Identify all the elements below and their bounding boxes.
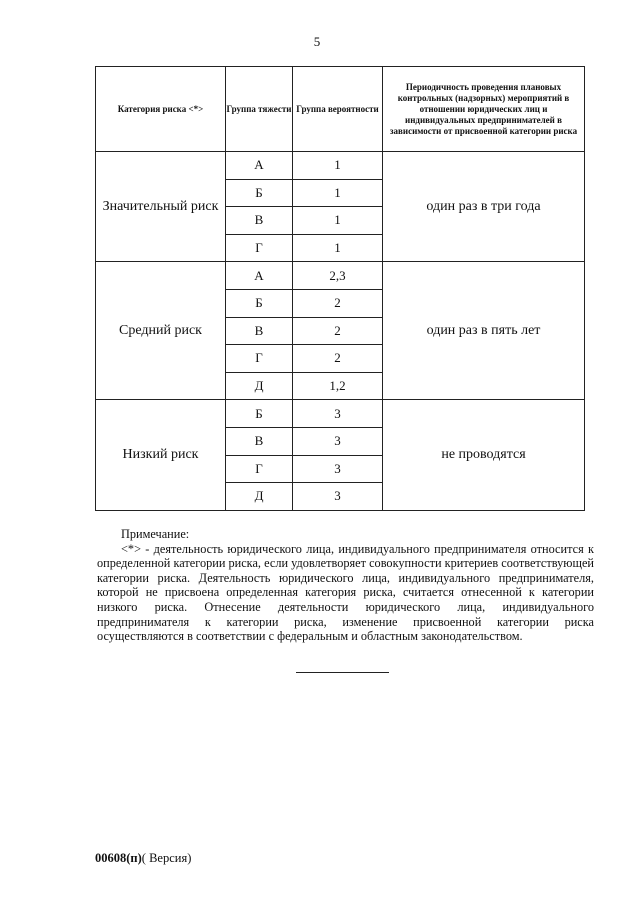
risk-category-cell: Средний риск [96,262,226,400]
probability-group-cell: 3 [293,455,383,483]
probability-group-cell: 1,2 [293,372,383,400]
probability-group-cell: 2 [293,317,383,345]
probability-group-cell: 1 [293,234,383,262]
severity-group-cell: А [226,262,293,290]
footer-version: ( Версия) [141,851,192,865]
severity-group-cell: Д [226,483,293,511]
severity-group-cell: Г [226,455,293,483]
severity-group-cell: Д [226,372,293,400]
severity-group-cell: В [226,207,293,235]
probability-group-cell: 3 [293,427,383,455]
probability-group-cell: 2 [293,289,383,317]
severity-group-cell: В [226,317,293,345]
probability-group-cell: 1 [293,179,383,207]
header-severity: Группа тяжести [226,67,293,152]
header-periodicity: Периодичность проведения плановых контрольных (надзорных) мероприятий в отношении юридических лиц и индивидуальных предпринимателей в зависимости от присвоенной категории риска [383,67,585,152]
footer-code: 00608(п) [95,851,142,865]
risk-category-table [95,66,585,511]
page-number: 5 [313,34,321,49]
severity-group-cell: А [226,152,293,180]
table-row [96,400,585,428]
severity-group-cell: Б [226,289,293,317]
table-header-row [96,67,585,152]
severity-group-cell: Б [226,179,293,207]
probability-group-cell: 1 [293,152,383,180]
note-block [97,527,594,644]
table-row [96,152,585,180]
header-probability: Группа вероятности [293,67,383,152]
probability-group-cell: 3 [293,483,383,511]
severity-group-cell: Г [226,234,293,262]
severity-group-cell: Б [226,400,293,428]
table-body [96,152,585,511]
severity-group-cell: В [226,427,293,455]
periodicity-cell: не проводятся [383,400,585,510]
periodicity-cell: один раз в пять лет [383,262,585,400]
severity-group-cell: Г [226,345,293,373]
header-category: Категория риска <*> [96,67,226,152]
probability-group-cell: 1 [293,207,383,235]
risk-category-cell: Низкий риск [96,400,226,510]
probability-group-cell: 2 [293,345,383,373]
probability-group-cell: 2,3 [293,262,383,290]
risk-category-cell: Значительный риск [96,152,226,262]
note-body: <*> - деятельность юридического лица, индивидуального предпринимателя относится к определенной категории риска, если удовлетворяет совокупности критериев соответствующей категории риска. Деятельность юридического лица, индивидуального предпринимателя, которой не присвоена определенная категория риска, считается отнесенной к категории низкого риска. Отнесение деятельности юридического лица, индивидуального предпринимателя к категории риска, изменение присвоенной категории риска осуществляются в соответствии с федеральным и областным законодательством. [97,541,594,644]
table-row [96,262,585,290]
footer [95,851,191,866]
periodicity-cell: один раз в три года [383,152,585,262]
separator-line [296,672,389,673]
note-title: Примечание: [121,527,190,541]
probability-group-cell: 3 [293,400,383,428]
